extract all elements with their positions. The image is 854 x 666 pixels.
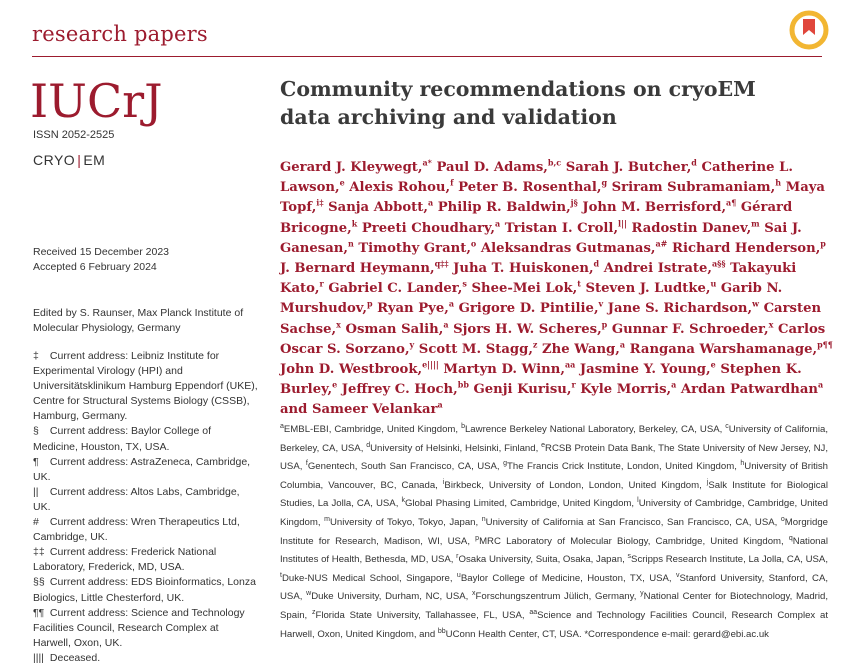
author-affiliation-mark: e: [339, 177, 345, 188]
author-affiliation-mark: n: [347, 238, 354, 249]
author-name: Grigore D. Pintilie: [458, 301, 594, 317]
author-name: Philip R. Baldwin: [437, 200, 567, 216]
article-dates: [33, 245, 169, 275]
section-separator: |: [77, 152, 82, 168]
section-left: CRYO: [33, 152, 76, 168]
author-affiliation-mark: a§§: [711, 258, 726, 269]
footnote: [33, 424, 258, 454]
affiliation-mark: i: [442, 478, 445, 486]
section-right: EM: [83, 152, 106, 168]
footnote: [33, 515, 258, 545]
footnote-text: Current address: Wren Therapeutics Ltd, Cambridge, UK.: [33, 516, 240, 544]
affiliation-mark: t: [280, 571, 282, 579]
journal-section: [33, 152, 105, 168]
author-name: Paul D. Adams: [436, 160, 544, 175]
affiliation-text: EMBL-EBI, Cambridge, United Kingdom,: [283, 424, 459, 436]
affiliation-text: Duke University, Durham, NC, USA,: [311, 591, 469, 603]
author-affiliation-mark: j§: [570, 198, 578, 209]
affiliation-text: University of Helsinki, Helsinki, Finland,: [370, 442, 539, 454]
author-affiliation-mark: r: [319, 278, 324, 289]
footnote: [33, 545, 258, 575]
author-affiliation-mark: a: [494, 218, 501, 229]
footnote-text: Current address: Leibniz Institute for Experimental Virology (HPI) and Universitätsklinikum Hamburg Eppendorf (UKE), Centre for Structural Systems Biology (CSSB), Hamburg, Germany.: [33, 350, 258, 423]
author-affiliation-mark: o: [470, 238, 477, 249]
affiliation-mark: h: [740, 460, 745, 468]
author-name: Ryan Pye: [377, 301, 445, 317]
affiliation-mark: g: [503, 460, 507, 468]
author-affiliation-mark: x: [768, 319, 774, 330]
affiliation-text: Duke-NUS Medical School, Singapore,: [281, 572, 453, 584]
affiliation-mark: w: [306, 590, 312, 598]
author-affiliation-mark: k: [351, 218, 358, 229]
author-name: Catherine L. Lawson: [280, 160, 793, 196]
author-name: Jasmine Y. Young: [579, 362, 707, 378]
author-name: John D. Westbrook: [280, 362, 418, 378]
affiliation-mark: p: [475, 534, 480, 542]
author-name: Sriram Subramaniam: [611, 180, 771, 196]
footnote-symbol: §§: [33, 576, 45, 589]
affiliation-text: University of California, Berkeley, CA, USA,: [280, 424, 829, 454]
author-name: Jeffrey C. Hoch: [341, 382, 454, 398]
affiliation-text: MRC Laboratory of Molecular Biology, Cambridge, United Kingdom,: [479, 535, 784, 547]
author-name: Tristan I. Croll: [504, 220, 614, 236]
footnote-text: Current address: Altos Labs, Cambridge, UK.: [33, 485, 240, 513]
author-affiliation-mark: l||: [618, 218, 627, 229]
affiliation-text: Osaka University, Suita, Osaka, Japan,: [458, 554, 625, 566]
author-affiliation-mark: a: [427, 198, 434, 209]
author-name: John M. Berrisford: [582, 200, 722, 216]
author-name: and Sameer Velankar: [280, 402, 438, 418]
affiliations: [280, 419, 828, 642]
affiliation-text: University of Cambridge, Cambridge, United Kingdom,: [280, 498, 828, 529]
author-affiliation-mark: b,c: [547, 157, 562, 168]
author-name: Stephen K. Burley: [280, 362, 802, 398]
author-name: Alexis Rohou: [349, 180, 446, 196]
affiliation-mark: m: [324, 515, 330, 523]
footnote: [33, 651, 258, 666]
author-name: Peter B. Rosenthal: [458, 180, 597, 196]
affiliation-text: University of Tokyo, Tokyo, Japan,: [329, 517, 479, 529]
affiliation-mark: l: [637, 497, 639, 505]
author-affiliation-mark: a: [619, 339, 626, 350]
affiliation-text: University of California at San Francisco, San Francisco, CA, USA,: [485, 517, 778, 529]
affiliation-text: Forschungszentrum Jülich, Germany,: [475, 591, 637, 603]
affiliation-text: National Center for Biotechnology, Madrid, Spain,: [280, 591, 828, 622]
affiliation-text: National Institutes of Health, Bethesda, MD, USA,: [280, 535, 828, 566]
author-name: Rangana Warshamanage: [629, 341, 813, 357]
affiliation-mark: q: [788, 534, 793, 542]
correspondence-email[interactable]: *Correspondence e-mail: gerard@ebi.ac.uk: [584, 628, 769, 640]
affiliation-mark: j: [706, 478, 709, 486]
author-name: Gerard J. Kleywegt: [280, 160, 418, 175]
accepted-date: Accepted 6 February 2024: [33, 261, 157, 273]
author-affiliation-mark: a*: [422, 157, 432, 168]
author-affiliation-mark: d: [691, 157, 697, 168]
author-affiliation-mark: z: [532, 339, 538, 350]
article-title: Community recommendations on cryoEM data archiving and validation: [280, 77, 756, 129]
affiliation-mark: z: [311, 608, 316, 616]
author-affiliation-mark: a: [818, 379, 824, 390]
author-affiliation-mark: e||||: [422, 359, 439, 370]
author-name: Preeti Choudhary: [361, 220, 491, 236]
affiliation-text: Salk Institute for Biological Studies, La Jolla, CA, USA,: [280, 479, 828, 510]
author-affiliation-mark: e: [332, 379, 338, 390]
affiliation-text: Baylor College of Medicine, Houston, TX, USA,: [460, 572, 672, 584]
editor-note: Edited by S. Raunser, Max Planck Institute of Molecular Physiology, Germany: [33, 307, 244, 334]
affiliation-mark: f: [305, 460, 308, 468]
author-name: Aleksandras Gutmanas: [480, 240, 651, 256]
author-affiliation-mark: p: [366, 299, 373, 310]
author-name: J. Bernard Heymann: [280, 261, 430, 277]
affiliation-mark: y: [640, 590, 644, 598]
author-affiliation-mark: p: [601, 319, 608, 330]
affiliation-mark: d: [366, 441, 371, 449]
author-name: Scott M. Stagg: [418, 341, 529, 357]
affiliation-text: Birkbeck, University of London, London, United Kingdom,: [444, 479, 702, 491]
author-name: Sjors H. W. Scheres: [453, 321, 598, 337]
footnote-symbol: §: [33, 425, 39, 438]
affiliation-mark: bb: [437, 627, 446, 635]
affiliation-mark: o: [780, 515, 785, 523]
author-affiliation-mark: q‡‡: [434, 258, 449, 269]
footnote-text: Current address: Frederick National Laboratory, Frederick, MD, USA.: [33, 546, 217, 574]
affiliation-mark: k: [401, 497, 405, 505]
author-affiliation-mark: y: [409, 339, 415, 350]
author-affiliation-mark: u: [710, 278, 717, 289]
affiliation-mark: a: [280, 423, 284, 430]
author-name: Carsten Sachse: [280, 301, 822, 337]
author-affiliation-mark: a: [437, 400, 443, 411]
affiliation-text: Lawrence Berkeley National Laboratory, Berkeley, CA, USA,: [464, 424, 723, 436]
author-affiliation-mark: aa: [564, 359, 576, 370]
author-affiliation-mark: m: [751, 218, 760, 229]
footnote-text: Current address: EDS Bioinformatics, Lonza Biologics, Little Chesterford, UK.: [33, 576, 256, 604]
affiliation-text: Morgridge Institute for Research, Madison, WI, USA,: [280, 517, 828, 547]
author-name: Takayuki Kato: [280, 261, 797, 297]
affiliation-text: University of British Columbia, Vancouver, BC, Canada,: [280, 461, 829, 491]
header-divider: [32, 56, 822, 57]
author-name: Steven J. Ludtke: [585, 281, 706, 297]
footnote-symbol: ||: [33, 485, 39, 498]
author-name: Radostin Danev: [631, 220, 747, 236]
footnote-symbol: ||||: [33, 651, 44, 664]
author-affiliation-mark: a: [448, 299, 454, 310]
author-affiliation-mark: s: [462, 278, 467, 289]
footnote-symbol: #: [33, 516, 39, 529]
author-affiliation-mark: a: [671, 379, 677, 390]
author-name: Sai J. Ganesan: [280, 220, 802, 256]
author-affiliation-mark: g: [601, 177, 608, 188]
author-affiliation-mark: t: [577, 278, 581, 289]
author-affiliation-mark: p: [820, 238, 826, 249]
footnote-text: Current address: Baylor College of Medicine, Houston, TX, USA.: [33, 425, 211, 453]
author-name: Genji Kurisu: [473, 382, 567, 398]
affiliation-text: The Francis Crick Institute, London, United Kingdom,: [507, 461, 737, 473]
author-name: Sarah J. Butcher: [565, 160, 687, 175]
author-affiliation-mark: v: [598, 299, 604, 310]
author-name: Ardan Patwardhan: [680, 382, 819, 398]
author-affiliation-mark: d: [593, 258, 600, 269]
author-affiliation-mark: r: [571, 379, 576, 390]
footnote: [33, 606, 258, 651]
author-affiliation-mark: a#: [655, 238, 668, 249]
author-name: Jane S. Richardson: [607, 301, 748, 317]
affiliation-mark: x: [472, 590, 476, 598]
footnote: [33, 575, 258, 605]
footnote-symbol: ¶¶: [33, 606, 45, 619]
affiliation-mark: b: [461, 423, 465, 430]
author-name: Zhe Wang: [542, 341, 616, 357]
affiliation-mark: aa: [529, 608, 538, 616]
author-name: Timothy Grant: [358, 240, 467, 256]
affiliation-mark: r: [456, 553, 459, 561]
author-name: Shee-Mei Lok: [471, 281, 573, 297]
footnotes: [33, 349, 258, 666]
crossmark-icon[interactable]: [789, 10, 829, 50]
author-name: Gérard Bricogne: [280, 200, 793, 236]
author-name: Sanja Abbott: [328, 200, 424, 216]
footnote: [33, 349, 258, 424]
footnote-symbol: ‡‡: [33, 546, 45, 559]
affiliation-text: Florida State University, Tallahassee, FL, USA,: [315, 610, 525, 622]
journal-logo: IUCrJ: [30, 74, 163, 128]
affiliation-text: UConn Health Center, CT, USA.: [445, 628, 582, 640]
author-affiliation-mark: f: [450, 177, 454, 188]
affiliation-mark: n: [481, 515, 486, 523]
author-affiliation-mark: p¶¶: [817, 339, 833, 350]
footnote: [33, 455, 258, 485]
issn: ISSN 2052-2525: [33, 129, 115, 141]
author-name: Osman Salih: [345, 321, 439, 337]
author-affiliation-mark: w: [752, 299, 759, 310]
affiliation-text: Stanford University, Stanford, CA, USA,: [280, 572, 829, 603]
author-affiliation-mark: h: [775, 177, 782, 188]
affiliation-text: Scripps Research Institute, La Jolla, CA, USA,: [631, 554, 828, 566]
affiliation-text: Global Phasing Limited, Cambridge, United Kingdom,: [404, 498, 635, 510]
author-affiliation-mark: x: [336, 319, 341, 330]
author-name: Kyle Morris: [580, 382, 667, 398]
author-name: Martyn D. Winn: [443, 362, 561, 378]
received-date: Received 15 December 2023: [33, 246, 169, 258]
affiliation-text: Genentech, South San Francisco, CA, USA,: [307, 461, 500, 473]
affiliation-mark: v: [676, 571, 680, 579]
author-name: Gunnar F. Schroeder: [611, 321, 765, 337]
affiliation-mark: e: [541, 441, 546, 449]
author-affiliation-mark: a: [443, 319, 449, 330]
author-name: Juha T. Huiskonen: [453, 261, 589, 277]
section-label: research papers: [32, 22, 208, 46]
author-name: Gabriel C. Lander: [328, 281, 458, 297]
author-name: Carlos Oscar S. Sorzano: [280, 321, 826, 357]
author-name: Andrei Istrate: [603, 261, 708, 277]
affiliation-mark: c: [725, 423, 729, 430]
author-name: Richard Henderson: [671, 240, 816, 256]
author-name: Garib N. Murshudov: [280, 281, 783, 317]
footnote: [33, 485, 258, 515]
author-affiliation-mark: i‡: [316, 198, 324, 209]
affiliation-text: RCSB Protein Data Bank, The State University of New Jersey, NJ, USA,: [280, 442, 829, 473]
affiliation-text: Science and Technology Facilities Council, Research Complex at Harwell, Oxon, United Kingdom, and: [280, 610, 828, 640]
author-affiliation-mark: e: [710, 359, 716, 370]
affiliation-mark: u: [456, 571, 461, 579]
author-name: Maya Topf: [280, 180, 825, 216]
footnote-text: Deceased.: [47, 651, 101, 664]
footnote-text: Current address: Science and Technology Facilities Council, Research Complex at Harwell, Oxon, UK.: [33, 606, 245, 649]
affiliation-mark: s: [627, 553, 632, 561]
author-affiliation-mark: bb: [457, 379, 469, 390]
footnote-symbol: ‡: [33, 350, 39, 362]
author-affiliation-mark: a¶: [726, 198, 737, 209]
author-list: Gerard J. Kleywegt,$^{a*}$ Paul D. Adams,$^{b,c}$ Sarah J. Butcher,$^d$ Catherine L. Lawson,$^e$ Alexis Rohou,$^f$ Peter B. Rosenthal,$^g$ Sriram Subramaniam,$^h$ Maya Topf,$^{i\ddagger}$ Sanja Abbott,$^a$ Philip R. Baldwin,$^{j\S}$ John M. Berrisford,$^{a\P}$ Gérard Bricogne,$^k$ Preeti Choudhary,$^a$ Tristan I. Croll,$^{l||}$ Radostin Danev,$^m$ Sai J. Ganesan,$^n$ Timothy Grant,$^o$ Aleksandras Gutmanas,$^{a\#}$ Richard Henderson,$^p$ J. Bernard Heymann,$^{q\ddagger\ddagger}$ Juha T. Huiskonen,$^d$ Andrei Istrate,$^{a\S\S}$ Takayuki Kato,$^r$ Gabriel C. Lander,$^s$ Shee-Mei Lok,$^t$ Steven J. Ludtke,$^u$ Garib N. Murshudov,$^p$ Ryan Pye,$^a$ Grigore D. Pintilie,$^v$ Jane S. Richardson,$^w$ Carsten Sachse,$^x$ Osman Salih,$^a$ Sjors H. W. Scheres,$^p$ Gunnar F. Schroeder,$^x$ Carlos Oscar S. Sorzano,$^y$ Scott M. Stagg,$^z$ Zhe Wang,$^a$ Rangana Warshamanage,$^{p\P\P}$ John D. Westbrook,$^{e||||}$ Martyn D. Winn,$^{aa}$ Jasmine Y. Young,$^e$ Stephen K. Burley,$^e$ Jeffrey C. Hoch,$^{bb}$ Genji Kurisu,$^r$ Kyle Morris,$^a$ Ardan Patwardhan$^a$ and Sameer Velankar$^a$: [280, 157, 833, 418]
footnote-text: Current address: AstraZeneca, Cambridge, UK.: [33, 455, 251, 483]
footnote-symbol: ¶: [33, 455, 39, 468]
